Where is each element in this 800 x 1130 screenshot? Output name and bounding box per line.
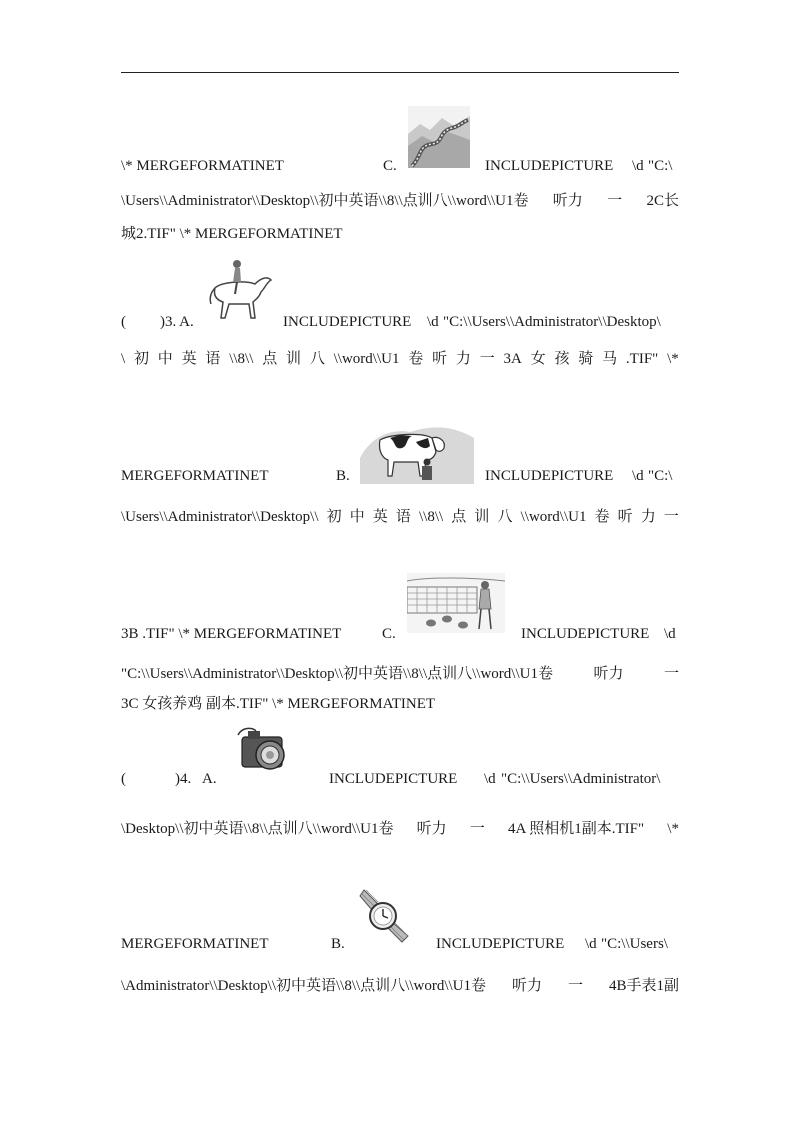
line-4-b: )3. A. (160, 314, 194, 330)
wristwatch-image (358, 884, 412, 944)
line-5-w16: 孩 (554, 351, 570, 367)
great-wall-image (408, 106, 470, 168)
line-14-w2: 一 (567, 978, 583, 994)
line-7-w11: 听 (617, 509, 633, 525)
line-6-c: INCLUDEPICTURE (485, 468, 614, 484)
line-5-w8: 八 (309, 351, 325, 367)
line-1-c: INCLUDEPICTURE (485, 158, 614, 174)
line-12-w3: 4A 照相机1副本.TIF" (508, 821, 645, 837)
line-5-w18: 马 (602, 351, 618, 367)
line-11-c: A. (202, 771, 217, 787)
line-1-d: \d (632, 158, 644, 174)
line-4-a: ( (121, 314, 126, 330)
line-10: 3C 女孩养鸡 副本.TIF" \* MERGEFORMATINET (121, 696, 436, 712)
girl-feeding-chickens-image (407, 573, 505, 633)
line-13-b: B. (331, 936, 345, 952)
line-7-w13: 一 (663, 509, 679, 525)
line-3: 城2.TIF" \* MERGEFORMATINET (121, 226, 343, 242)
line-14-w0: \Administrator\\Desktop\\初中英语\\8\\点训八\\word\\U1卷 (121, 978, 486, 994)
line-11-a: ( (121, 771, 126, 787)
line-7-w3: 英 (372, 509, 388, 525)
line-8-b: C. (382, 626, 396, 642)
line-5-w6: 点 (262, 351, 278, 367)
line-5-w4: 语 (205, 351, 221, 367)
line-2-t1: 听力 (552, 193, 583, 209)
header-rule (121, 72, 679, 73)
line-8-c: INCLUDEPICTURE (521, 626, 650, 642)
girl-riding-horse-image (205, 258, 275, 322)
line-5-w11: 听 (432, 351, 448, 367)
line-7-w0: \Users\\Administrator\\Desktop\\ (121, 509, 319, 525)
line-12-w4: \* (667, 821, 679, 837)
line-5-w7: 训 (286, 351, 302, 367)
line-14-w1: 听力 (511, 978, 542, 994)
line-5-w14: 3A (503, 351, 522, 367)
line-5-w3: 英 (181, 351, 197, 367)
line-1-a: \* MERGEFORMATINET (121, 158, 284, 174)
line-5-w12: 力 (455, 351, 471, 367)
line-1-b: C. (383, 158, 397, 174)
line-9-w2: 一 (663, 666, 679, 682)
line-1-e: "C:\ (648, 158, 673, 174)
line-12-w2: 一 (469, 821, 485, 837)
line-11-d: INCLUDEPICTURE (329, 771, 458, 787)
line-5-w10: 卷 (408, 351, 424, 367)
line-4-e: "C:\\Users\\Administrator\\Desktop\ (443, 314, 661, 330)
line-6-a: MERGEFORMATINET (121, 468, 269, 484)
cow-image (360, 418, 474, 484)
line-9-w0: "C:\\Users\\Administrator\\Desktop\\初中英语\\8\\点训八\\word\\U1卷 (121, 666, 553, 682)
line-13-e: "C:\\Users\ (601, 936, 668, 952)
line-2 (121, 192, 679, 210)
line-14 (121, 977, 679, 995)
camera-image (234, 725, 292, 777)
line-11-f: "C:\\Users\\Administrator\ (501, 771, 661, 787)
line-4-c: INCLUDEPICTURE (283, 314, 412, 330)
line-5-w15: 女 (530, 351, 546, 367)
line-9 (121, 665, 679, 683)
line-2-t2: 一 (607, 193, 623, 209)
line-5-w20: \* (667, 351, 679, 367)
line-8-a: 3B .TIF" \* MERGEFORMATINET (121, 626, 342, 642)
line-14-w3: 4B手表1副 (608, 978, 679, 994)
line-5-w9: \\word\\U1 (333, 351, 400, 367)
line-2-t3: 2C长 (646, 193, 679, 209)
line-7-w8: 八 (497, 509, 513, 525)
line-5-w2: 中 (157, 351, 173, 367)
line-7-w2: 中 (349, 509, 365, 525)
line-7-w12: 力 (640, 509, 656, 525)
line-11-e: \d (484, 771, 496, 787)
line-7 (121, 508, 679, 526)
line-7-w7: 训 (474, 509, 490, 525)
line-7-w6: 点 (451, 509, 467, 525)
line-12 (121, 820, 679, 838)
line-12-w0: \Desktop\\初中英语\\8\\点训八\\word\\U1卷 (121, 821, 394, 837)
line-5-w0: \ (121, 351, 126, 367)
line-6-d: \d (632, 468, 644, 484)
line-7-w5: \\8\\ (419, 509, 444, 525)
line-7-w1: 初 (326, 509, 342, 525)
line-2-path: \Users\\Administrator\\Desktop\\初中英语\\8\\点训八\\word\\U1卷 (121, 193, 529, 209)
line-6-e: "C:\ (648, 468, 673, 484)
line-12-w1: 听力 (416, 821, 447, 837)
line-5-w13: 一 (479, 351, 495, 367)
line-8-d: \d (664, 626, 676, 642)
line-13-a: MERGEFORMATINET (121, 936, 269, 952)
line-13-c: INCLUDEPICTURE (436, 936, 565, 952)
line-7-w10: 卷 (594, 509, 610, 525)
line-5-w5: \\8\\ (229, 351, 254, 367)
line-7-w9: \\word\\U1 (520, 509, 587, 525)
line-5-w1: 初 (133, 351, 149, 367)
line-7-w4: 语 (395, 509, 411, 525)
line-9-w1: 听力 (593, 666, 624, 682)
line-5 (121, 350, 679, 368)
line-13-d: \d (585, 936, 597, 952)
line-4-d: \d (427, 314, 439, 330)
line-5-w19: .TIF" (625, 351, 659, 367)
line-11-b: )4. (175, 771, 192, 787)
line-5-w17: 骑 (578, 351, 594, 367)
line-6-b: B. (336, 468, 350, 484)
